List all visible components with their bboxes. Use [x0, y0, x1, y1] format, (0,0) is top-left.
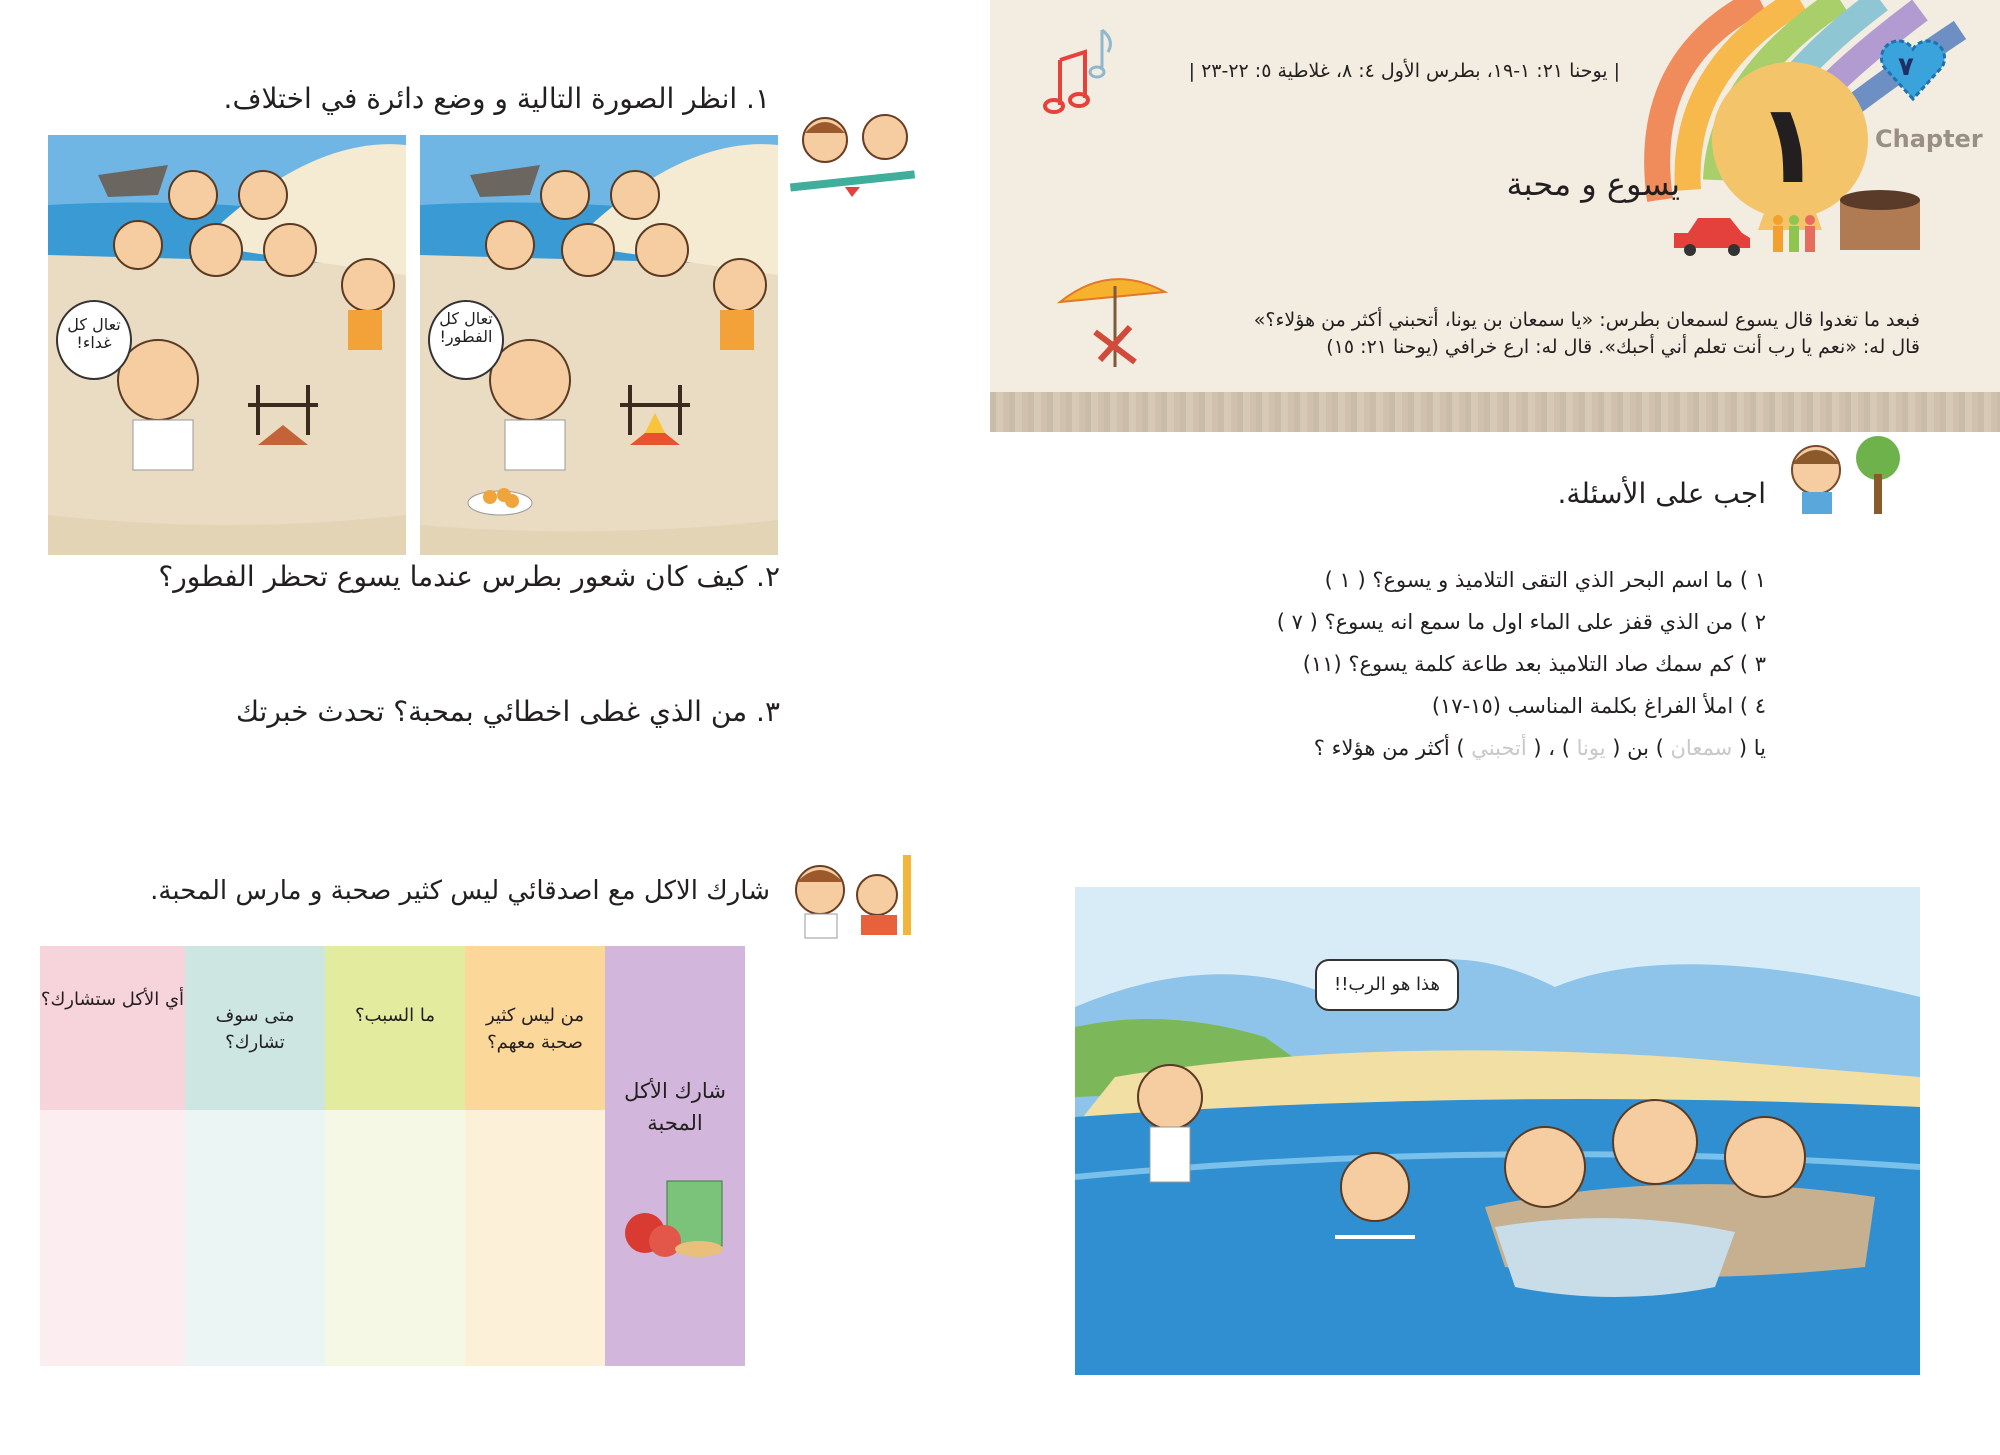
fill-text: ) أكثر من هؤلاء ؟	[1313, 736, 1465, 760]
chapter-number: ١	[1755, 80, 1823, 208]
table-column-food	[40, 946, 185, 1366]
fill-text: يا (	[1738, 736, 1766, 760]
sharing-children-icon	[785, 850, 925, 945]
table-header-who: من ليس كثير صحبة معهم؟	[465, 946, 605, 1110]
question-q2: ٢. كيف كان شعور بطرس عندما يسوع تحظر الفطور؟	[158, 560, 780, 593]
comic-panel-lunch	[48, 135, 406, 555]
fill-text: ) ، (	[1533, 736, 1570, 760]
table-cell-food[interactable]	[40, 1110, 185, 1366]
seesaw-children-icon	[785, 105, 920, 200]
table-header-when: متى سوف تشارك؟	[185, 946, 325, 1110]
comic-panel-breakfast	[420, 135, 778, 555]
verse-line-1: فبعد ما تغدوا قال يسوع لسمعان بطرس: «يا سمعان بن يونا، أتحبني أكثر من هؤلاء؟»	[1253, 309, 1920, 331]
table-cell-reason[interactable]	[325, 1110, 465, 1366]
page-number: ٧	[1898, 52, 1914, 82]
question-4: ٤ ) املأ الفراغ بكلمة المناسب (١٥-١٧)	[1431, 694, 1766, 718]
verse-line-2: قال له: «نعم يا رب أنت تعلم أني أحبك». قال له: ارع خرافي (يوحنا ٢١: ١٥)	[1326, 335, 1920, 358]
table-header-reason: ما السبب؟	[325, 946, 465, 1110]
page-title: يسوع و محبة	[1506, 165, 1680, 203]
question-2: ٢ ) من الذي قفز على الماء اول ما سمع انه يسوع؟ ( ٧ )	[1276, 610, 1766, 634]
question-3: ٣ ) كم سمك صاد التلاميذ بعد طاعة كلمة يسوع؟ (١١)	[1302, 652, 1766, 676]
speech-bubble-lunch: تعال كل غداء!	[56, 300, 132, 380]
blank-answer[interactable]: يونا	[1576, 736, 1606, 760]
beach-chair-icon	[1055, 272, 1170, 372]
verse-block	[1190, 307, 1920, 360]
car-and-children-icon	[1670, 208, 1860, 258]
blank-answer[interactable]: أتحبني	[1471, 736, 1527, 760]
speech-bubble: هذا هو الرب!!	[1315, 959, 1459, 1011]
child-with-tree-icon	[1778, 430, 1908, 520]
table-side-label: شارك الأكل المحبة	[624, 1079, 726, 1135]
table-column-who	[465, 946, 605, 1366]
share-heading: شارك الاكل مع اصدقائي ليس كثير صحبة و مارس المحبة.	[150, 876, 770, 906]
question-q3: ٣. من الذي غطى اخطائي بمحبة؟ تحدث خبرتك	[235, 695, 780, 728]
table-header-food: أي الأكل ستشارك؟	[40, 946, 185, 1110]
scripture-references: | يوحنا ٢١: ١-١٩، بطرس الأول ٤: ٨، غلاطية ٥: ٢٢-٢٣ |	[1188, 60, 1620, 82]
table-column-when	[185, 946, 325, 1366]
fill-blank-line	[1200, 736, 1766, 760]
music-note-icon	[1040, 20, 1130, 120]
question-q1: ١. انظر الصورة التالية و وضع دائرة في اختلاف.	[223, 82, 770, 115]
fill-text: ) بن (	[1612, 736, 1664, 760]
chapter-label: Chapter	[1875, 125, 1983, 153]
food-icon	[617, 1171, 737, 1261]
table-cell-when[interactable]	[185, 1110, 325, 1366]
torn-paper-edge	[990, 392, 2000, 432]
table-cell-who[interactable]	[465, 1110, 605, 1366]
disciples-boat-illustration	[1075, 887, 1920, 1375]
table-column-reason	[325, 946, 465, 1366]
question-1: ١ ) ما اسم البحر الذي التقى التلاميذ و يسوع؟ ( ١ )	[1324, 568, 1766, 592]
blank-answer[interactable]: سمعان	[1670, 736, 1733, 760]
speech-bubble-breakfast: تعال كل الفطور!	[428, 300, 504, 380]
table-side-column	[605, 946, 745, 1366]
questions-heading: اجب على الأسئلة.	[1557, 477, 1766, 510]
